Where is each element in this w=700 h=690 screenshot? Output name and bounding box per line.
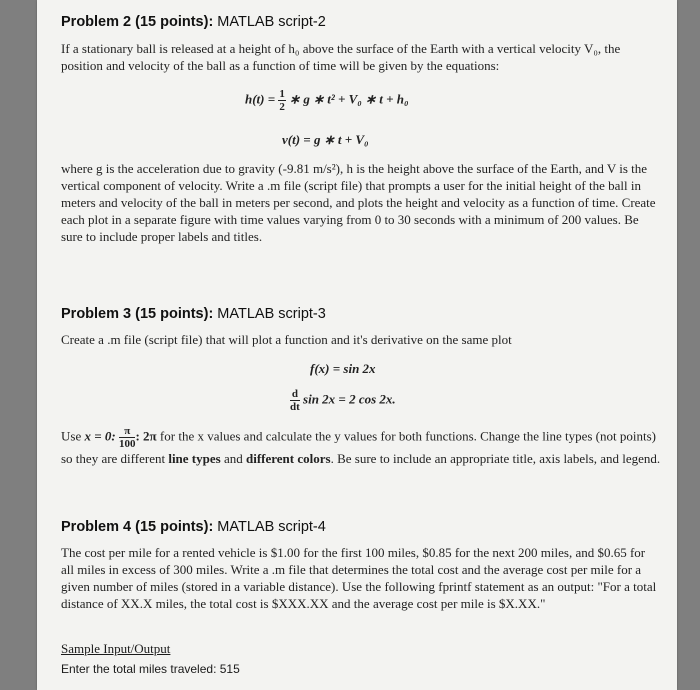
problem-3-body-block — [61, 425, 661, 467]
problem-4 — [61, 518, 661, 612]
problem-2-intro: If a stationary ball is released at a height of h₀ above the surface of the Earth with a vertical velocity V₀, the position and velocity of the ball as a function of time will be given by the equations: — [61, 41, 621, 73]
problem-3-title: Problem 3 (15 points): MATLAB script-3 — [61, 306, 326, 322]
equation-f: f(x) = sin 2x — [310, 361, 376, 376]
problem-4-body: The cost per mile for a rented vehicle is $1.00 for the first 100 miles, $0.85 for the next 200 miles, and $0.65 for all miles in excess of 300 miles. Write a .m file that determines the total cost and the average cost per mile for a given number of miles (stored in a variable distance). Use the following fprintf statement as an output: "For a total distance of XX.X miles, the total cost is $XXX.XX and the average cost per mile is $X.XX." — [61, 545, 657, 611]
document-page — [37, 0, 677, 690]
problem-3-body: Use x = 0: $\frac{\pi}{100}$ : 2π for the x values and calculate the y values for both functions. Change the line types (not points) so they are different line types and different colors. Be sure to include an appropriate title, axis labels, and legend. — [61, 425, 661, 466]
sample-io-line: Enter the total miles traveled: 515 — [61, 662, 240, 676]
problem-2-body: where g is the acceleration due to gravity (-9.81 m/s²), h is the height above the surface of the Earth, and V is the vertical component of velocity. Write a .m file (script file) that prompts a user for the initial height of the ball in meters and velocity of the ball in meters per second, and plots the height and velocity as a function of time. Create each plot in a separate figure with time values varying from 0 to 30 seconds with a minimum of 200 values. Be sure to include proper labels and titles. — [61, 161, 656, 244]
equation-height: h(t) = $\frac{1}{2}$ ∗ g ∗ t² + V₀ ∗ t + h₀ — [245, 88, 409, 113]
problem-2-title: Problem 2 (15 points): MATLAB script-2 — [61, 14, 326, 30]
equation-derivative: $\frac{d}{dt}$ sin 2x = 2 cos 2x. — [290, 388, 396, 413]
sample-heading: Sample Input/Output — [61, 641, 171, 656]
problem-3 — [61, 305, 661, 348]
equation-velocity: v(t) = g ∗ t + V₀ — [282, 132, 369, 147]
problem-2-body-block — [61, 160, 661, 245]
problem-2 — [61, 13, 661, 74]
problem-4-title: Problem 4 (15 points): MATLAB script-4 — [61, 519, 326, 535]
problem-3-intro: Create a .m file (script file) that will plot a function and it's derivative on the same plot — [61, 332, 512, 347]
